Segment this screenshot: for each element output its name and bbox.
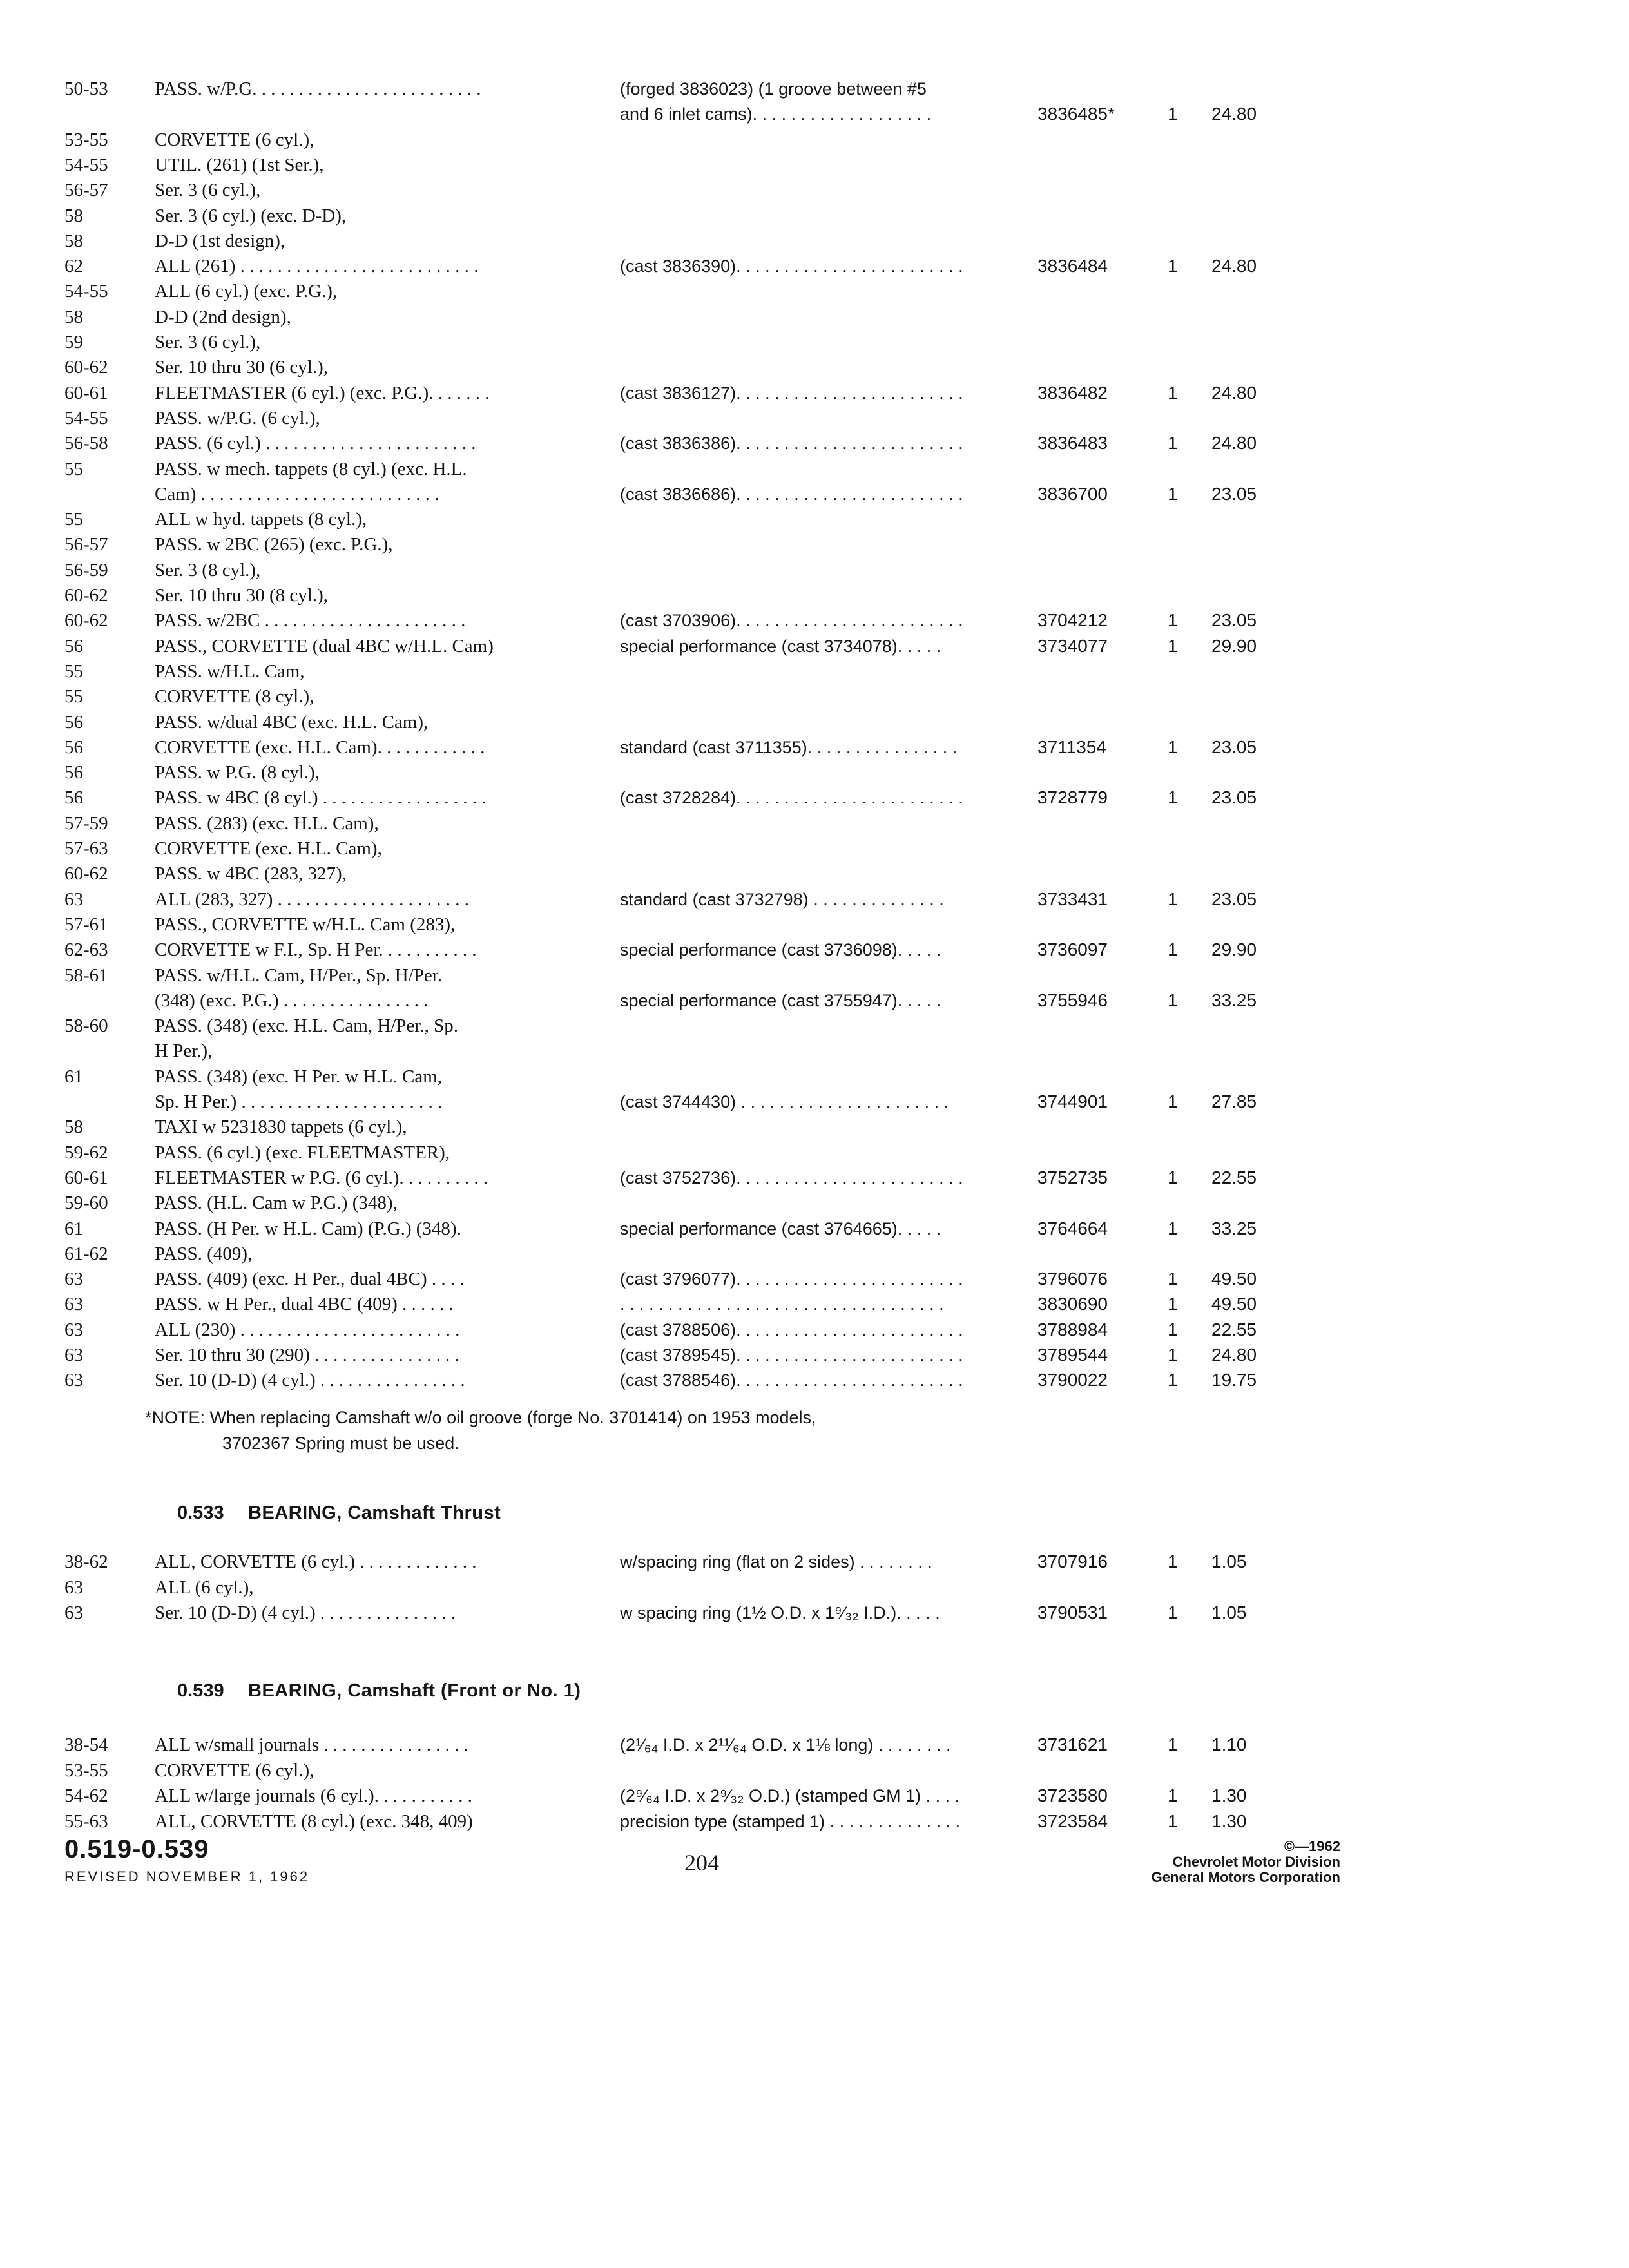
price-cell: 29.90 [1211, 939, 1257, 960]
application-cell: CORVETTE w F.I., Sp. H Per. . . . . . . . . . . [155, 939, 477, 961]
quantity-cell: 1 [1168, 610, 1178, 631]
year-cell: 63 [64, 889, 83, 910]
application-cell: Ser. 10 (D-D) (4 cyl.) . . . . . . . . . . . . . . . [155, 1602, 456, 1623]
table-row [0, 101, 1629, 127]
year-cell: 61 [64, 1066, 83, 1087]
price-cell: 23.05 [1211, 610, 1257, 631]
table-row [0, 1216, 1629, 1242]
year-cell: 61 [64, 1218, 83, 1239]
table-row [0, 1165, 1629, 1191]
price-cell: 1.30 [1211, 1785, 1247, 1805]
application-cell: PASS. w 2BC (265) (exc. P.G.), [155, 534, 393, 555]
quantity-cell: 1 [1168, 1218, 1178, 1238]
table-row [0, 557, 1629, 583]
application-cell: PASS. (348) (exc. H.L. Cam, H/Per., Sp. [155, 1015, 458, 1037]
year-cell: 62-63 [64, 939, 108, 961]
table-row [0, 1549, 1629, 1575]
description-cell: special performance (cast 3734078). . . . . [620, 636, 941, 656]
quantity-cell: 1 [1168, 1785, 1178, 1805]
description-cell: (2⁹⁄₆₄ I.D. x 2⁹⁄₃₂ O.D.) (stamped GM 1) . . . . [620, 1786, 960, 1805]
table-row [0, 380, 1629, 406]
application-cell: Sp. H Per.) . . . . . . . . . . . . . . . . . . . . . . [155, 1091, 443, 1112]
table-row [0, 329, 1629, 355]
description-cell: w/spacing ring (flat on 2 sides) . . . . . . . . [620, 1552, 932, 1571]
quantity-cell: 1 [1168, 1370, 1178, 1390]
part-number-cell: 3752735 [1037, 1167, 1108, 1187]
revised-date: REVISED NOVEMBER 1, 1962 [64, 1869, 310, 1885]
table-row [0, 608, 1629, 633]
table-row [0, 228, 1629, 254]
part-number-cell: 3734077 [1037, 635, 1108, 656]
table-row [0, 1317, 1629, 1343]
table-row [0, 1089, 1629, 1115]
part-number-cell: 3744901 [1037, 1091, 1108, 1111]
year-cell: 58 [64, 230, 83, 251]
quantity-cell: 1 [1168, 1294, 1178, 1314]
table-row [0, 1114, 1629, 1140]
application-cell: CORVETTE (8 cyl.), [155, 686, 314, 707]
application-cell: PASS. w mech. tappets (8 cyl.) (exc. H.L. [155, 458, 467, 479]
application-cell: CORVETTE (6 cyl.), [155, 129, 314, 150]
description-cell: (cast 3728284). . . . . . . . . . . . . . . . . . . . . . . . [620, 788, 963, 808]
year-cell: 53-55 [64, 1760, 108, 1781]
application-cell: PASS. w/H.L. Cam, H/Per., Sp. H/Per. [155, 965, 443, 986]
table-row [0, 1266, 1629, 1292]
part-number-cell: 3764664 [1037, 1218, 1108, 1238]
table-row [0, 532, 1629, 557]
application-cell: PASS. (6 cyl.) . . . . . . . . . . . . . . . . . . . . . . . [155, 433, 476, 454]
price-cell: 33.25 [1211, 1218, 1257, 1238]
part-number-cell: 3790531 [1037, 1602, 1108, 1622]
group-number: 0.519-0.539 [64, 1835, 209, 1863]
quantity-cell: 1 [1168, 635, 1178, 656]
price-cell: 24.80 [1211, 256, 1257, 276]
application-cell: PASS. (H Per. w H.L. Cam) (P.G.) (348). [155, 1218, 461, 1239]
footnote-line-2: 3702367 Spring must be used. [222, 1434, 459, 1453]
table-row [0, 430, 1629, 456]
price-cell: 1.10 [1211, 1735, 1247, 1754]
year-cell: 59-62 [64, 1142, 108, 1163]
price-cell: 24.80 [1211, 433, 1257, 454]
description-cell: (cast 3703906). . . . . . . . . . . . . . . . . . . . . . . . [620, 611, 963, 631]
part-number-cell: 3836482 [1037, 382, 1108, 403]
description-cell: (cast 3836386). . . . . . . . . . . . . . . . . . . . . . . . [620, 434, 963, 454]
table-row [0, 760, 1629, 785]
description-cell: precision type (stamped 1) . . . . . . . . . . . . . . [620, 1811, 961, 1831]
year-cell: 57-59 [64, 812, 108, 834]
year-cell: 63 [64, 1294, 83, 1315]
application-cell: ALL (261) . . . . . . . . . . . . . . . . . . . . . . . . . . [155, 256, 479, 277]
part-number-cell: 3711354 [1037, 736, 1106, 757]
year-cell: 63 [64, 1319, 83, 1340]
copyright-year: ©—1962 [1284, 1838, 1340, 1854]
table-row [0, 633, 1629, 659]
quantity-cell: 1 [1168, 1811, 1178, 1831]
table-row [0, 1140, 1629, 1166]
part-number-cell: 3704212 [1037, 610, 1108, 631]
part-number-cell: 3836483 [1037, 433, 1108, 454]
application-cell: CORVETTE (exc. H.L. Cam). . . . . . . . . . . . [155, 736, 485, 758]
application-cell: CORVETTE (exc. H.L. Cam), [155, 838, 382, 859]
application-cell: FLEETMASTER w P.G. (6 cyl.). . . . . . . . . . [155, 1167, 488, 1188]
year-cell: 60-61 [64, 1167, 108, 1188]
application-cell: ALL w/large journals (6 cyl.). . . . . . . . . . . [155, 1785, 472, 1806]
year-cell: 61-62 [64, 1243, 108, 1264]
quantity-cell: 1 [1168, 433, 1178, 454]
year-cell: 63 [64, 1345, 83, 1365]
part-number-cell: 3830690 [1037, 1294, 1108, 1314]
part-number-cell: 3788984 [1037, 1319, 1108, 1340]
application-cell: PASS., CORVETTE w/H.L. Cam (283), [155, 914, 456, 935]
year-cell: 56-57 [64, 534, 108, 555]
table-row [0, 1064, 1629, 1090]
table-row [0, 1013, 1629, 1039]
year-cell: 55 [64, 686, 83, 707]
year-cell: 60-62 [64, 357, 108, 378]
description-cell: and 6 inlet cams). . . . . . . . . . . . . . . . . . . [620, 104, 932, 124]
application-cell: PASS. w/dual 4BC (exc. H.L. Cam), [155, 711, 429, 733]
description-cell: (cast 3836127). . . . . . . . . . . . . . . . . . . . . . . . [620, 383, 963, 403]
description-cell: special performance (cast 3764665). . . . . [620, 1218, 941, 1238]
description-cell: (cast 3752736). . . . . . . . . . . . . . . . . . . . . . . . [620, 1168, 963, 1187]
year-cell: 55 [64, 660, 83, 682]
application-cell: PASS. w 4BC (283, 327), [155, 863, 347, 885]
year-cell: 54-55 [64, 281, 108, 302]
table-row [0, 1038, 1629, 1064]
price-cell: 33.25 [1211, 990, 1257, 1010]
application-cell: Ser. 3 (6 cyl.), [155, 180, 261, 201]
year-cell: 54-55 [64, 407, 108, 428]
application-cell: ALL (283, 327) . . . . . . . . . . . . . . . . . . . . . [155, 889, 469, 910]
table-row [0, 836, 1629, 861]
description-cell: special performance (cast 3755947). . . . . [620, 990, 941, 1010]
footnote [145, 1405, 1073, 1456]
price-cell: 23.05 [1211, 787, 1257, 808]
application-cell: ALL (6 cyl.) (exc. P.G.), [155, 281, 338, 302]
year-cell: 59-60 [64, 1193, 108, 1214]
table-row [0, 76, 1629, 102]
part-number-cell: 3728779 [1037, 787, 1108, 808]
application-cell: PASS. (H.L. Cam w P.G.) (348), [155, 1193, 398, 1214]
price-cell: 23.05 [1211, 736, 1257, 757]
year-cell: 63 [64, 1269, 83, 1290]
price-cell: 29.90 [1211, 635, 1257, 656]
application-cell: PASS., CORVETTE (dual 4BC w/H.L. Cam) [155, 635, 494, 657]
application-cell: Ser. 10 thru 30 (8 cyl.), [155, 585, 329, 606]
part-number-cell: 3707916 [1037, 1552, 1108, 1571]
quantity-cell: 1 [1168, 1091, 1178, 1111]
description-cell: (forged 3836023) (1 groove between #5 [620, 79, 927, 99]
table-row [0, 177, 1629, 203]
corporation-name: General Motors Corporation [1151, 1869, 1340, 1885]
table-row [0, 735, 1629, 760]
year-cell: 62 [64, 256, 83, 277]
description-cell: (cast 3796077). . . . . . . . . . . . . . . . . . . . . . . . [620, 1269, 963, 1289]
price-cell: 1.30 [1211, 1811, 1247, 1831]
year-cell: 56 [64, 787, 83, 809]
description-cell: special performance (cast 3736098). . . . . [620, 940, 941, 960]
application-cell: ALL, CORVETTE (8 cyl.) (exc. 348, 409) [155, 1811, 473, 1832]
footnote-line-1: *NOTE: When replacing Camshaft w/o oil groove (forge No. 3701414) on 1953 models, [145, 1408, 816, 1427]
description-cell: (2¹⁄₆₄ I.D. x 2¹¹⁄₆₄ O.D. x 1⅛ long) . . . . . . . . [620, 1735, 951, 1754]
year-cell: 58 [64, 1117, 83, 1138]
part-number-cell: 3796076 [1037, 1269, 1108, 1289]
price-cell: 23.05 [1211, 889, 1257, 909]
price-cell: 24.80 [1211, 1345, 1257, 1365]
description-cell: (cast 3788506). . . . . . . . . . . . . . . . . . . . . . . . [620, 1320, 963, 1340]
application-cell: PASS. w 4BC (8 cyl.) . . . . . . . . . . . . . . . . . . [155, 787, 487, 809]
application-cell: Cam) . . . . . . . . . . . . . . . . . . . . . . . . . . [155, 483, 439, 505]
quantity-cell: 1 [1168, 1167, 1178, 1187]
application-cell: Ser. 3 (6 cyl.), [155, 332, 261, 352]
table-row [0, 481, 1629, 507]
price-cell: 19.75 [1211, 1370, 1257, 1390]
table-row [0, 1783, 1629, 1809]
part-number-cell: 3836700 [1037, 483, 1108, 504]
table-row [0, 1809, 1629, 1834]
quantity-cell: 1 [1168, 1735, 1178, 1754]
table-row [0, 405, 1629, 431]
table-row [0, 1291, 1629, 1317]
description-cell: w spacing ring (1½ O.D. x 1⁹⁄₃₂ I.D.). . . . . [620, 1603, 940, 1622]
quantity-cell: 1 [1168, 483, 1178, 504]
application-cell: D-D (2nd design), [155, 306, 291, 327]
application-cell: FLEETMASTER (6 cyl.) (exc. P.G.). . . . . . . [155, 382, 490, 403]
table-row [0, 278, 1629, 304]
price-cell: 27.85 [1211, 1091, 1257, 1111]
price-cell: 23.05 [1211, 483, 1257, 504]
table-row [0, 1600, 1629, 1626]
quantity-cell: 1 [1168, 256, 1178, 276]
table-row [0, 684, 1629, 709]
table-row [0, 912, 1629, 937]
description-cell: . . . . . . . . . . . . . . . . . . . . . . . . . . . . . . . . . . [620, 1294, 944, 1314]
application-cell: PASS. (6 cyl.) (exc. FLEETMASTER), [155, 1142, 450, 1163]
application-cell: PASS. w/P.G. (6 cyl.), [155, 407, 320, 428]
year-cell: 55-63 [64, 1811, 108, 1832]
part-number-cell: 3789544 [1037, 1345, 1108, 1365]
year-cell: 56 [64, 736, 83, 758]
application-cell: H Per.), [155, 1041, 213, 1062]
application-cell: TAXI w 5231830 tappets (6 cyl.), [155, 1117, 407, 1138]
year-cell: 58-60 [64, 1015, 108, 1037]
quantity-cell: 1 [1168, 787, 1178, 808]
section-title-front-bearing: BEARING, Camshaft (Front or No. 1) [248, 1680, 581, 1701]
description-cell: (cast 3836390). . . . . . . . . . . . . . . . . . . . . . . . [620, 256, 963, 276]
year-cell: 63 [64, 1602, 83, 1623]
application-cell: ALL, CORVETTE (6 cyl.) . . . . . . . . . . . . . [155, 1552, 477, 1572]
price-cell: 49.50 [1211, 1269, 1257, 1289]
year-cell: 59 [64, 332, 83, 352]
table-row [0, 506, 1629, 532]
table-row [0, 1190, 1629, 1216]
price-cell: 24.80 [1211, 382, 1257, 403]
year-cell: 55 [64, 509, 83, 530]
table-row [0, 1758, 1629, 1783]
quantity-cell: 1 [1168, 1552, 1178, 1571]
application-cell: (348) (exc. P.G.) . . . . . . . . . . . . . . . . [155, 990, 429, 1011]
table-row [0, 861, 1629, 887]
year-cell: 54-55 [64, 154, 108, 175]
table-row [0, 253, 1629, 279]
quantity-cell: 1 [1168, 990, 1178, 1010]
application-cell: Ser. 10 thru 30 (290) . . . . . . . . . . . . . . . . [155, 1345, 459, 1365]
year-cell: 57-63 [64, 838, 108, 859]
description-cell: standard (cast 3711355). . . . . . . . . . . . . . . . [620, 737, 958, 757]
part-number-cell: 3755946 [1037, 990, 1108, 1010]
quantity-cell: 1 [1168, 736, 1178, 757]
table-row [0, 456, 1629, 482]
description-cell: (cast 3744430) . . . . . . . . . . . . . . . . . . . . . . [620, 1092, 949, 1111]
part-number-cell: 3731621 [1037, 1735, 1108, 1754]
year-cell: 63 [64, 1577, 83, 1598]
quantity-cell: 1 [1168, 104, 1178, 124]
part-number-cell: 3836484 [1037, 256, 1108, 276]
table-row [0, 1732, 1629, 1758]
table-row [0, 1367, 1629, 1393]
year-cell: 58-61 [64, 965, 108, 986]
year-cell: 50-53 [64, 79, 108, 99]
year-cell: 60-62 [64, 585, 108, 606]
quantity-cell: 1 [1168, 939, 1178, 960]
table-row [0, 203, 1629, 229]
price-cell: 1.05 [1211, 1552, 1247, 1571]
price-cell: 1.05 [1211, 1602, 1247, 1622]
part-number-cell: 3836485* [1037, 104, 1115, 124]
copyright-block [1134, 1839, 1340, 1885]
price-cell: 22.55 [1211, 1167, 1257, 1187]
year-cell: 55 [64, 458, 83, 479]
year-cell: 56-59 [64, 559, 108, 581]
application-cell: CORVETTE (6 cyl.), [155, 1760, 314, 1781]
application-cell: PASS. w P.G. (8 cyl.), [155, 762, 320, 783]
quantity-cell: 1 [1168, 382, 1178, 403]
section-number-0533: 0.533 [177, 1503, 224, 1523]
year-cell: 56 [64, 635, 83, 657]
application-cell: ALL (230) . . . . . . . . . . . . . . . . . . . . . . . . [155, 1319, 460, 1340]
year-cell: 60-62 [64, 863, 108, 885]
application-cell: D-D (1st design), [155, 230, 285, 251]
application-cell: Ser. 3 (8 cyl.), [155, 559, 261, 581]
application-cell: PASS. (409) (exc. H Per., dual 4BC) . . . . [155, 1269, 465, 1290]
part-number-cell: 3736097 [1037, 939, 1108, 960]
table-row [0, 937, 1629, 963]
quantity-cell: 1 [1168, 1345, 1178, 1365]
year-cell: 56 [64, 762, 83, 783]
quantity-cell: 1 [1168, 1602, 1178, 1622]
year-cell: 63 [64, 1370, 83, 1391]
application-cell: Ser. 10 (D-D) (4 cyl.) . . . . . . . . . . . . . . . . [155, 1370, 465, 1391]
part-number-cell: 3723584 [1037, 1811, 1108, 1831]
table-row [0, 1342, 1629, 1368]
table-row [0, 127, 1629, 153]
table-row [0, 658, 1629, 684]
year-cell: 56-58 [64, 433, 108, 454]
table-row [0, 887, 1629, 912]
application-cell: PASS. w/P.G. . . . . . . . . . . . . . . . . . . . . . . . . [155, 79, 481, 99]
application-cell: PASS. (283) (exc. H.L. Cam), [155, 812, 379, 834]
section-number-0539: 0.539 [177, 1680, 224, 1701]
application-cell: Ser. 3 (6 cyl.) (exc. D-D), [155, 205, 347, 226]
table-row [0, 152, 1629, 178]
year-cell: 58 [64, 306, 83, 327]
description-cell: (cast 3836686). . . . . . . . . . . . . . . . . . . . . . . . [620, 484, 963, 504]
application-cell: PASS. w/H.L. Cam, [155, 660, 305, 682]
page-number: 204 [684, 1850, 719, 1876]
quantity-cell: 1 [1168, 1319, 1178, 1340]
table-row [0, 354, 1629, 380]
table-row [0, 785, 1629, 811]
part-number-cell: 3723580 [1037, 1785, 1108, 1805]
table-row [0, 582, 1629, 608]
table-row [0, 1575, 1629, 1600]
quantity-cell: 1 [1168, 1269, 1178, 1289]
application-cell: PASS. w/2BC . . . . . . . . . . . . . . . . . . . . . . [155, 610, 466, 631]
year-cell: 38-62 [64, 1552, 108, 1572]
application-cell: ALL w hyd. tappets (8 cyl.), [155, 509, 367, 530]
year-cell: 60-62 [64, 610, 108, 631]
price-cell: 22.55 [1211, 1319, 1257, 1340]
table-row [0, 709, 1629, 735]
application-cell: PASS. w H Per., dual 4BC (409) . . . . . . [155, 1294, 454, 1315]
year-cell: 38-54 [64, 1735, 108, 1755]
description-cell: (cast 3788546). . . . . . . . . . . . . . . . . . . . . . . . [620, 1370, 963, 1390]
division-name: Chevrolet Motor Division [1172, 1854, 1340, 1870]
table-row [0, 1241, 1629, 1267]
year-cell: 56 [64, 711, 83, 733]
table-row [0, 963, 1629, 988]
application-cell: ALL (6 cyl.), [155, 1577, 254, 1598]
application-cell: ALL w/small journals . . . . . . . . . . . . . . . . [155, 1735, 469, 1755]
price-cell: 24.80 [1211, 104, 1257, 124]
part-number-cell: 3733431 [1037, 889, 1108, 909]
year-cell: 53-55 [64, 129, 108, 150]
section-title-thrust-bearing: BEARING, Camshaft Thrust [248, 1503, 501, 1523]
price-cell: 49.50 [1211, 1294, 1257, 1314]
year-cell: 60-61 [64, 382, 108, 403]
application-cell: Ser. 10 thru 30 (6 cyl.), [155, 357, 329, 378]
table-row [0, 304, 1629, 330]
year-cell: 58 [64, 205, 83, 226]
part-number-cell: 3790022 [1037, 1370, 1108, 1390]
description-cell: (cast 3789545). . . . . . . . . . . . . . . . . . . . . . . . [620, 1345, 963, 1365]
description-cell: standard (cast 3732798) . . . . . . . . . . . . . . [620, 889, 944, 909]
application-cell: PASS. (409), [155, 1243, 253, 1264]
application-cell: UTIL. (261) (1st Ser.), [155, 154, 324, 175]
table-row [0, 988, 1629, 1014]
year-cell: 56-57 [64, 180, 108, 201]
table-row [0, 811, 1629, 836]
year-cell: 57-61 [64, 914, 108, 935]
application-cell: PASS. (348) (exc. H Per. w H.L. Cam, [155, 1066, 443, 1087]
year-cell: 54-62 [64, 1785, 108, 1806]
quantity-cell: 1 [1168, 889, 1178, 909]
